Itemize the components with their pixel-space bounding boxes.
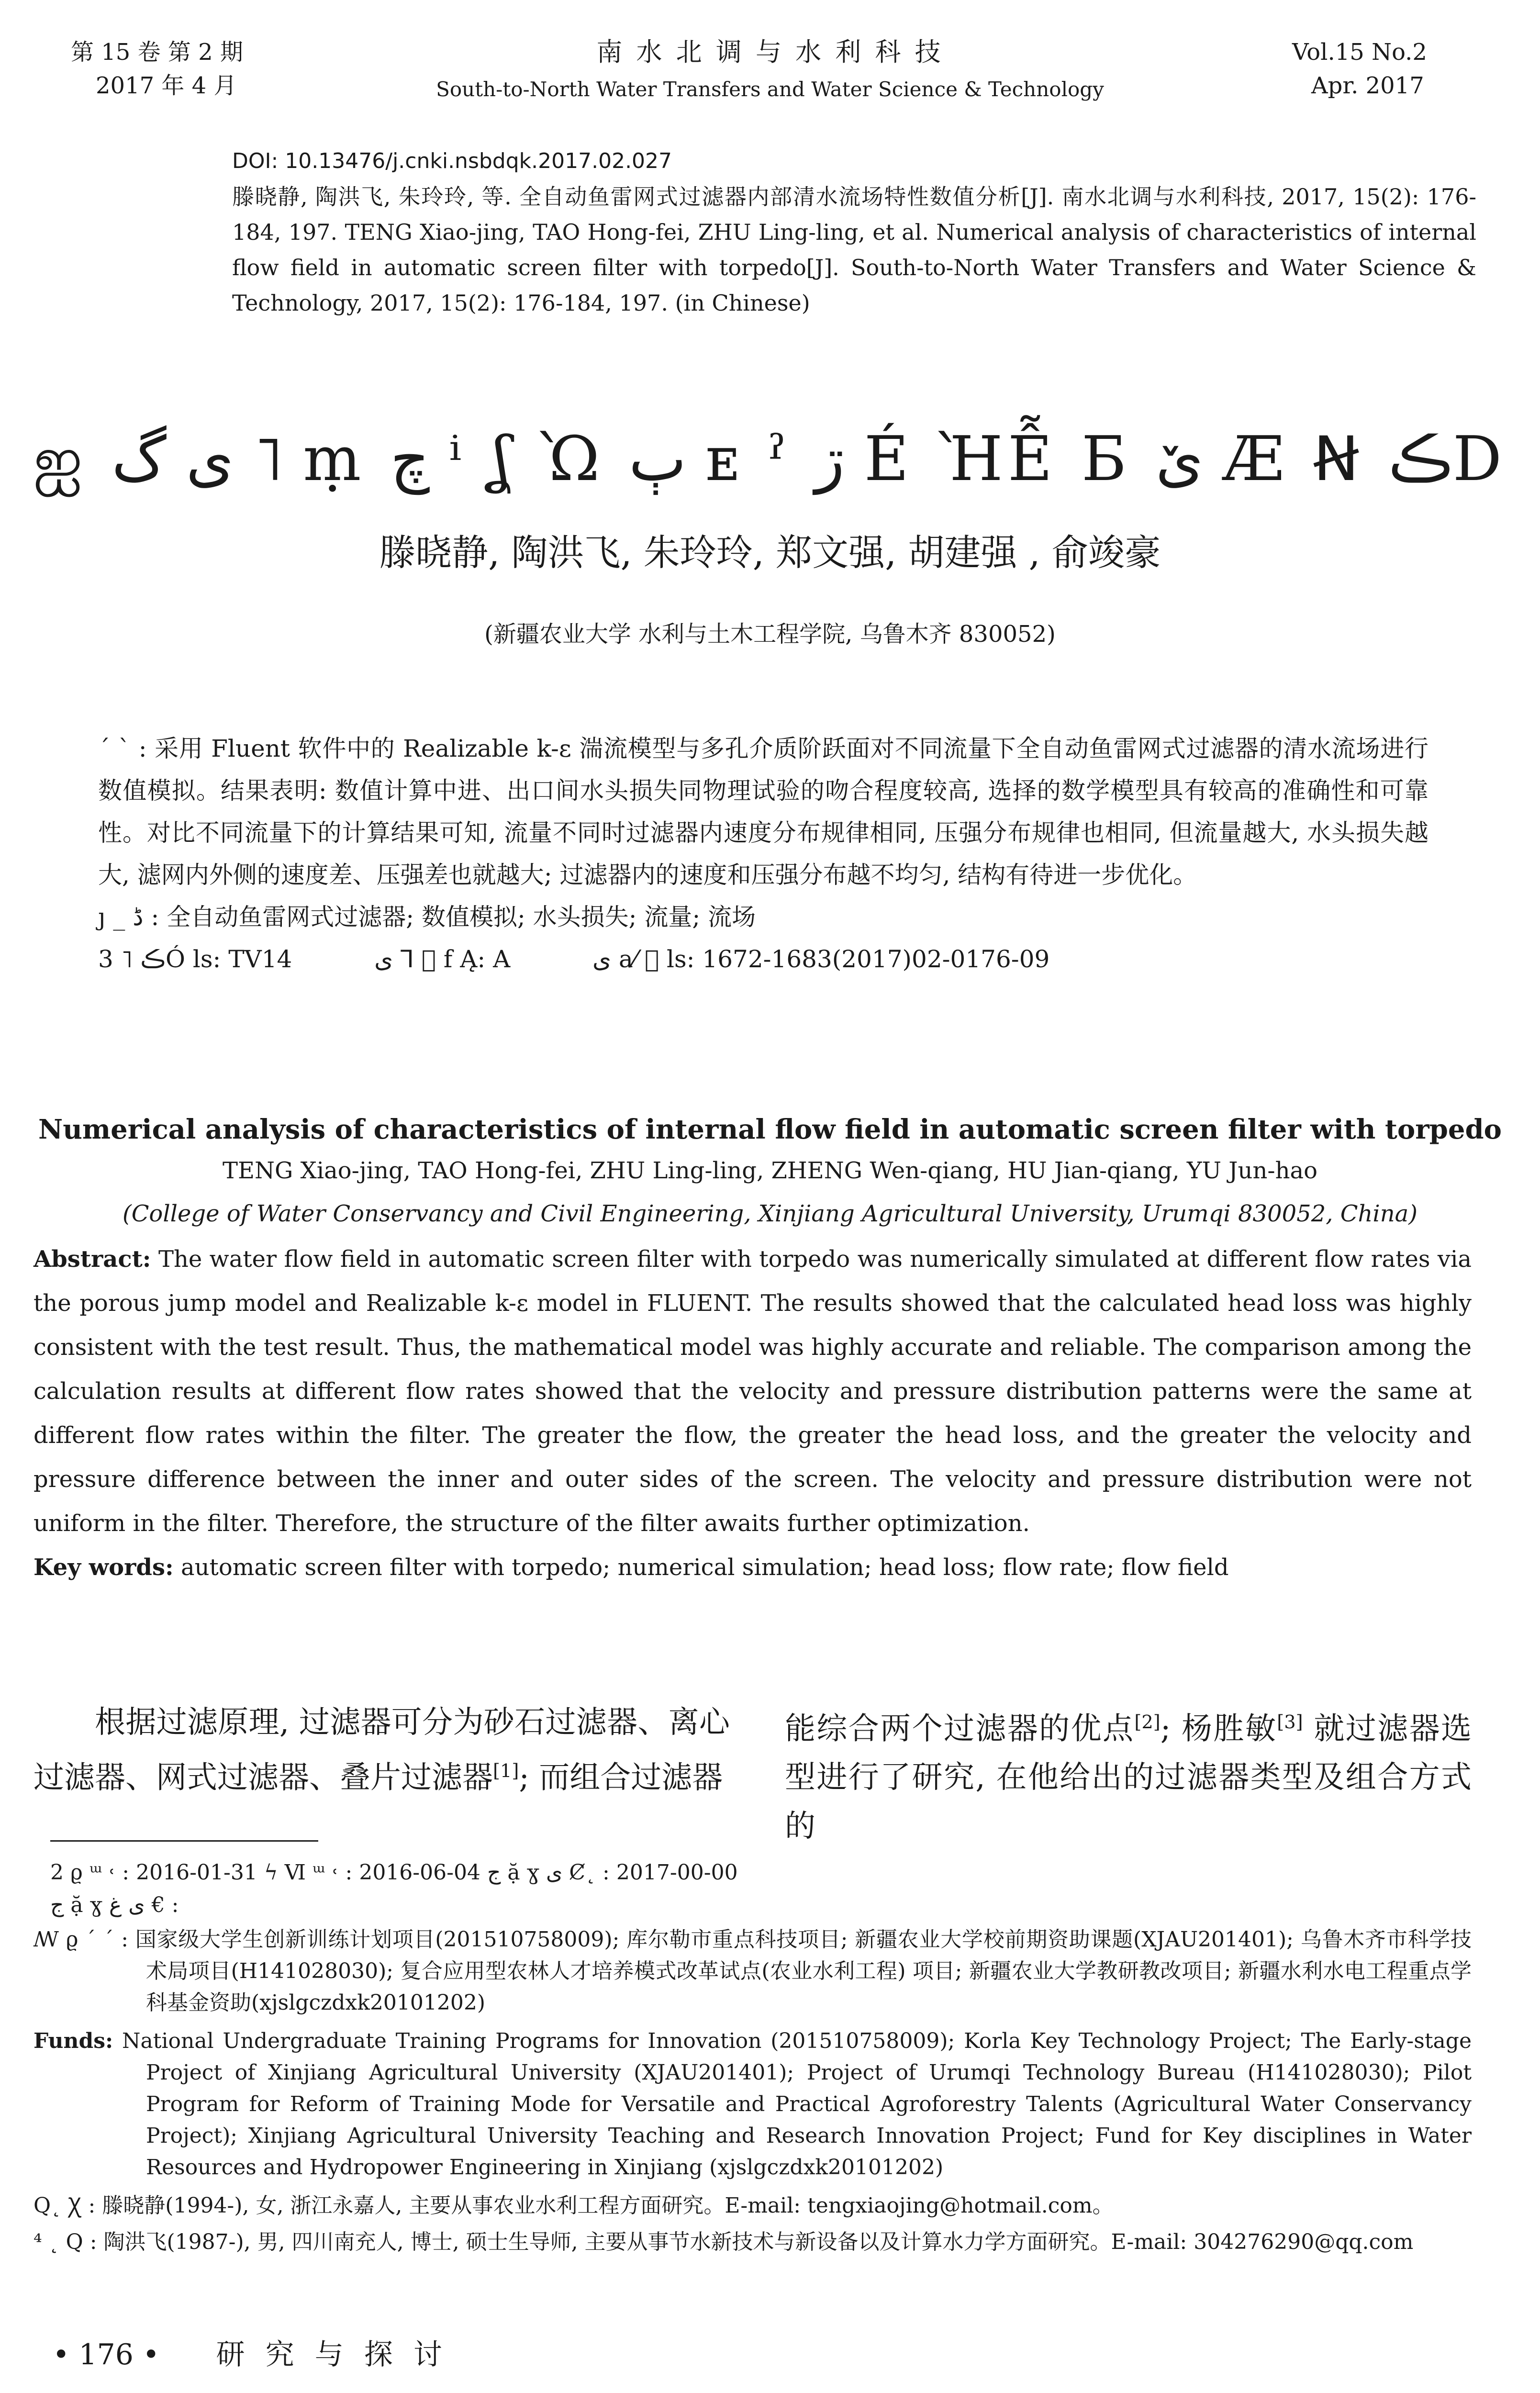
body-column-right — [785, 1698, 1472, 1851]
body-right-text-end: 就过滤器选型进行了研究, 在他给出的过滤器类型及组合方式的 — [785, 1711, 1472, 1845]
keywords-en-label: Key words: — [33, 1554, 174, 1581]
funds-en-label: Funds: — [33, 2029, 113, 2053]
footnotes — [33, 1857, 1472, 2258]
affiliation-cn: (新疆农业大学 水利与土木工程学院, 乌鲁木齐 830052) — [484, 621, 1056, 648]
footnote-online: ج ặ ɣ ى غ € : — [50, 1893, 179, 1917]
header-journal-en: South-to-North Water Transfers and Water Science & Technology — [436, 78, 1104, 101]
header-journal-cn: 南 水 北 调 与 水 利 科 技 — [596, 37, 944, 67]
issn: : 1672-1683(2017)02-0176-09 — [686, 945, 1050, 973]
title-en: Numerical analysis of characteristics of internal flow field in automatic screen filter with torpedo — [38, 1114, 1502, 1145]
citation-1: [1] — [493, 1760, 519, 1782]
body-right-text: 能综合两个过滤器的优点 — [785, 1711, 1135, 1747]
author-label: Q˛ Ꭓ — [33, 2193, 82, 2218]
header-volume-cn: 第 15 卷 第 2 期 — [71, 39, 243, 66]
author-info: : 滕晓静(1994-), 女, 浙江永嘉人, 主要从事农业水利工程方面研究。E-mail: tengxiaojing@hotmail.com。 — [88, 2193, 1114, 2218]
document-code: : A — [477, 945, 511, 973]
section-name: 研 究 与 探 讨 — [216, 2338, 448, 2371]
title-cn-garbled: ஐ ى گ ˥ ṃ چ ⁱ ʆ Ὼ ٻ ᴇ ˀ ڗ É ῊỄ Б ێ Æ Ꞥ ڪD — [33, 424, 1507, 495]
abstract-cn-label: ˊ ˋ — [98, 735, 131, 762]
body-right-text-cont: ; 杨胜敏 — [1160, 1711, 1277, 1747]
funds-en: National Undergraduate Training Programs for Innovation (201510758009); Korla Key Technology Project; The Early-stage Project of Xinjiang Agricultural University (XJAU201401); Project of Urumqi Technology Bureau (H141028030); Pilot Program for Reform of Training Mode for Versatile and Practical Agroforestry Talents (Agricultural Water Conservancy Project); Xinjiang Agricultural University Teaching and Research Innovation Project; Fund for Key disciplines in Water Resources and Hydropower Engineering in Xinjiang (xjslgczdxk20101202) — [122, 2029, 1472, 2180]
header-date-cn: 2017 年 4 月 — [96, 72, 237, 99]
page-footer — [53, 2336, 448, 2374]
body-column-left — [33, 1698, 730, 1802]
abstract-en — [33, 1237, 1472, 1589]
affiliation-en: (College of Water Conservancy and Civil Engineering, Xinjiang Agricultural University, Urumqi 830052, China) — [122, 1200, 1418, 1227]
abstract-cn-text: : 采用 Fluent 软件中的 Realizable k-ε 湍流模型与多孔介质阶跃面对不同流量下全自动鱼雷网式过滤器的清水流场进行数值模拟。结果表明: 数值计算中进、出口间水头损失同物理试验的吻合程度较高, 选择的数学模型具有较高的准确性和可靠性。对比不同流量下的计算结果可知, 流量不同时过滤器内速度分布规律相同, 压强分布规律也相同, 但流量越大, 水头损失越大, 滤网内外侧的速度差、压强差也就越大; 过滤器内的速度和压强分布越不均匀, 结构有待进一步优化。 — [98, 735, 1428, 889]
citation-3: [3] — [1277, 1711, 1303, 1733]
issn-label: ى a⁄ ⃞ ls — [592, 945, 687, 973]
corresponding-label: ⁴ ˛ Q — [33, 2230, 83, 2254]
citation-text: 滕晓静, 陶洪飞, 朱玲玲, 等. 全自动鱼雷网式过滤器内部清水流场特性数值分析[J]. 南水北调与水利科技, 2017, 15(2): 176-184, 197. TENG Xiao-jing, TAO Hong-fei, ZHU Ling-ling, et al. Numerical analysis of characteristics of internal flow field in automatic screen filter with torpedo[J]. South-to-North Water Transfers and Water Science & Technology, 2017, 15(2): 176-184, 197. (in Chinese) — [232, 184, 1476, 316]
footnote-corresponding — [33, 2226, 1472, 2258]
authors-cn: 滕晓静, 陶洪飞, 朱玲玲, 郑文强, 胡建强 , 俞竣豪 — [379, 531, 1161, 574]
document-code-label: ى ꓶ ⃞ f Ą — [374, 945, 478, 973]
authors-en: TENG Xiao-jing, TAO Hong-fei, ZHU Ling-ling, ZHENG Wen-qiang, HU Jian-qiang, YU Jun-hao — [222, 1157, 1318, 1184]
header-date-en: Apr. 2017 — [1311, 72, 1424, 99]
footnote-fund-cn — [33, 1924, 1472, 2019]
footnote-dates: 2 ϱ ᵚ ˓ : 2016-01-31 ϟ Ⅵ ᵚ ˓ : 2016-06-04 ج ặ ɣ ى Ȼ˛ : 2017-00-00 — [50, 1860, 738, 1885]
header-volume-en: Vol.15 No.2 — [1292, 39, 1427, 66]
doi: DOI: 10.13476/j.cnki.nsbdqk.2017.02.027 — [232, 149, 672, 173]
footnote-author — [33, 2190, 1472, 2222]
citation-block — [232, 144, 1476, 321]
keywords-cn-label: ȷ _ ڈ — [98, 903, 144, 931]
keywords-en: automatic screen filter with torpedo; numerical simulation; head loss; flow rate; flow field — [181, 1554, 1229, 1581]
corresponding-info: : 陶洪飞(1987-), 男, 四川南充人, 博士, 硕士生导师, 主要从事节水新技术与新设备以及计算水力学方面研究。E-mail: 304276290@qq.com — [89, 2230, 1414, 2254]
fund-cn-label: ꟿ ϱ ˊ ˊ — [33, 1927, 114, 1952]
class-number: : TV14 — [212, 945, 292, 973]
citation-2: [2] — [1134, 1711, 1161, 1733]
body-left-text-cont: ; 而组合过滤器 — [519, 1760, 723, 1796]
abstract-en-label: Abstract: — [33, 1246, 151, 1273]
fund-cn: : 国家级大学生创新训练计划项目(201510758009); 库尔勒市重点科技项目; 新疆农业大学校前期资助课题(XJAU201401); 乌鲁木齐市科学技术局项目(H141028030); 复合应用型农林人才培养模式改革试点(农业水利工程) 项目; 新疆农业大学教研教改项目; 新疆水利水电工程重点学科基金资助(xjslgczdxk20101202) — [121, 1927, 1472, 2015]
abstract-cn — [98, 727, 1428, 980]
class-number-label: 3 ˥ ڪÓ ls — [98, 945, 213, 973]
keywords-cn: : 全自动鱼雷网式过滤器; 数值模拟; 水头损失; 流量; 流场 — [151, 903, 756, 931]
abstract-en-text: The water flow field in automatic screen filter with torpedo was numerically simulated at different flow rates via the porous jump model and Realizable k-ε model in FLUENT. The results showed that the calculated head loss was highly consistent with the test result. Thus, the mathematical model was highly accurate and reliable. The comparison among the calculation results at different flow rates showed that the velocity and pressure distribution patterns were the same at different flow rates within the filter. The greater the flow, the greater the head loss, and the greater the velocity and pressure difference between the inner and outer sides of the screen. The velocity and pressure distribution were not uniform in the filter. Therefore, the structure of the filter awaits further optimization. — [33, 1246, 1472, 1537]
body-left-text: 根据过滤原理, 过滤器可分为砂石过滤器、离心过滤器、网式过滤器、叠片过滤器 — [33, 1705, 730, 1796]
footnote-funds-en — [33, 2025, 1472, 2183]
footnote-rule — [50, 1840, 318, 1842]
page-number: • 176 • — [53, 2338, 160, 2371]
